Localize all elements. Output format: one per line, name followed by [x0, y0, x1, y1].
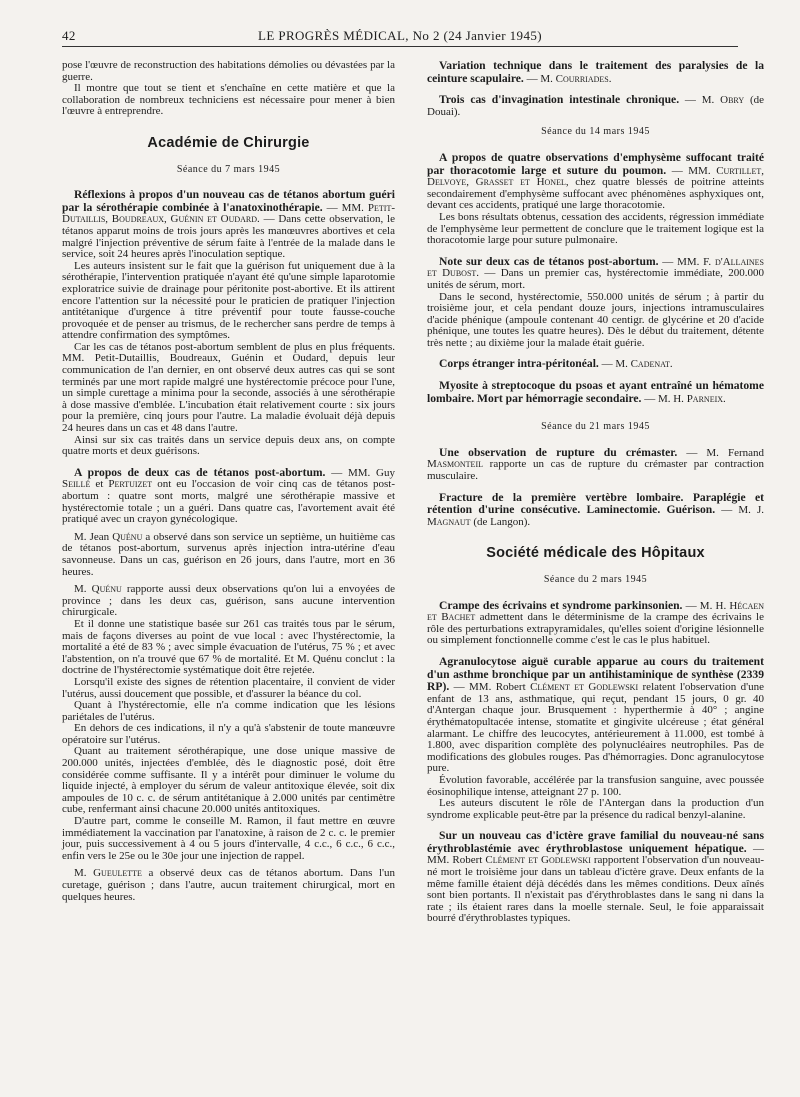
article-title: Corps étranger intra-péritonéal.	[439, 357, 599, 371]
article-paragraph: Une observation de rupture du crémaster. — M. Fernand Masmonteil rapporte un cas de rupture du crémaster par contraction musculaire.	[427, 445, 764, 483]
article	[427, 152, 764, 247]
right-column	[427, 60, 764, 925]
article-title: Variation technique dans le traitement des paralysies de la ceinture scapulaire.	[427, 59, 764, 85]
article-authors: Petit-Dutaillis, Boudreaux, Guénin et Oudard.	[62, 201, 396, 226]
article	[62, 467, 395, 903]
article-title: A propos de quatre observations d'emphysème suffocant traité par thoracotomie large et suture du poumon.	[427, 150, 764, 177]
left-column	[62, 60, 395, 903]
article	[427, 94, 764, 118]
article-paragraph: A propos de quatre observations d'emphysème suffocant traité par thoracotomie large et suture du poumon. — MM. Curtillet, Delvoye, Grasset et Honel, chez quatre blessés de poitrine atteints secondairement d'emphysème suffocant avec phénomènes asphyxiques ont, devant ces accidents, pratiqué une large thoracotomie.	[427, 150, 765, 212]
article-authors: Courriades.	[555, 72, 612, 85]
session-date: Séance du 2 mars 1945	[543, 574, 648, 585]
article-paragraph: D'autre part, comme le conseille M. Ramon, il faut mettre en œuvre immédiatement la vaccination par l'anatoxine, à raison de 2 c. c. le premier jour, puis successivement à 4 ou 5 jours d'intervalle, 4 c.c., 6 c.c., 6 c.c., enfin vers le 25e ou le 30e jour une injection de rappel.	[62, 815, 395, 862]
article-title: Sur un nouveau cas d'ictère grave familial du nouveau-né sans érythroblastémie avec érythroblastose uniquement hépatique.	[427, 829, 764, 855]
article-paragraph: Sur un nouveau cas d'ictère grave familial du nouveau-né sans érythroblastémie avec érythroblastose uniquement hépatique. — MM. Robert Clément et Godlewski rapportent l'observation d'un nouveau-né mort le troisième jour dans un tableau d'ictère grave. Deux enfants de la même famille étaient déjà décédés dans les mêmes conditions. Deux aînés sont bien portants. Il n'existait pas d'érythroblastes dans le sang ni dans la rate ; ils étaient rares dans la moelle sternale. Seul, le foie apparaissait bourré d'érythroblastes typiques.	[427, 829, 764, 925]
society-heading: Académie de Chirurgie	[147, 134, 310, 151]
article-paragraph: Crampe des écrivains et syndrome parkinsonien. — M. H. Hécaen et Bachet admettent dans le déterminisme de la crampe des écrivains le rôle des perturbations extrapyramidales, qu'elles soient d'origine lésionnelle ou simplement fonctionnelle comme c'est le cas le plus habituel.	[427, 598, 765, 647]
article-paragraph: Corps étranger intra-péritonéal. — M. Cadenat.	[439, 357, 673, 371]
article-paragraph: M. Jean Quénu a observé dans son service un septième, un huitième cas de tétanos post-abortum, survenus après injection intra-utérine d'eau savonneuse. Dans un cas, guérison en 26 jours, dans l'autre, mort en 36 heures.	[62, 530, 396, 578]
article-paragraph: Évolution favorable, accélérée par la transfusion sanguine, avec poussée éosinophilique intense, atteignant 27 p. 100.	[427, 773, 764, 798]
article-paragraph: M. Quénu rapporte aussi deux observations qu'on lui a envoyées de province ; dans les deux cas, guérison, sans aucune intervention chirurgicale.	[62, 583, 396, 619]
article-paragraph: Note sur deux cas de tétanos post-abortum. — MM. F. d'Allaines et Dubost. — Dans un premier cas, hystérectomie immédiate, 200.000 unités de sérum, mort.	[427, 254, 765, 291]
session-date: Séance du 14 mars 1945	[541, 126, 650, 138]
article	[427, 600, 764, 647]
article-paragraph: Réflexions à propos d'un nouveau cas de tétanos abortum guéri par la sérothérapie combinée à l'anatoxinothérapie. — MM. Petit-Dutaillis, Boudreaux, Guénin et Oudard. — Dans cette observation, le tétanos apparut moins de trois jours après les manœuvres abortives et cela malgré l'injection préventive de sérum faite à l'entrée de la malade dans le service, soit 24 heures après l'inoculation septique.	[62, 188, 396, 261]
article-authors: Parneix.	[686, 392, 726, 405]
article	[427, 256, 764, 350]
article-paragraph: Trois cas d'invagination intestinale chronique. — M. Obry (de Douai).	[427, 93, 764, 118]
article-paragraph: Quant au traitement sérothérapique, une dose unique massive de 200.000 unités, injectées d'emblée, dès le diagnostic posé, doit être considérée comme suffisante. Il y a intérêt pour diminuer le volume du liquide injecté, à employer du sérum de valeur antitoxique élevée, soit dix ampoules de 10 c. c. de sérum antitétanique à 2.000 unités par centimètre cube, renfermant ainsi chacune 20.000 unités antitoxiques.	[62, 745, 395, 816]
article-authors: Pertuizet	[108, 478, 153, 491]
article	[427, 492, 764, 529]
article	[427, 60, 764, 85]
article-title: Agranulocytose aiguë curable apparue au cours du traitement d'un asthme bronchique par un antihistaminique de synthèse (2339 RP).	[427, 654, 764, 694]
page-number: 42	[62, 28, 76, 43]
article-authors: Cadenat.	[630, 358, 673, 371]
article-paragraph: Fracture de la première vertèbre lombaire. Paraplégie et rétention d'urine consécutive. Laminectomie. Guérison. — M. J. Magnaut (de Langon).	[427, 490, 764, 528]
article	[427, 830, 764, 925]
intro-paragraph: pose l'œuvre de reconstruction des habitations démolies ou dévastées par la guerre.	[62, 59, 395, 83]
author-name: Quénu	[112, 530, 143, 543]
page-header	[62, 26, 738, 47]
article-title: A propos de deux cas de tétanos post-abortum.	[74, 465, 326, 479]
article	[62, 189, 395, 458]
article-paragraph: En dehors de ces indications, il n'y a qu'à s'abstenir de toute manœuvre opératoire sur l'utérus.	[62, 722, 395, 746]
article-paragraph: Quant à l'hystérectomie, elle n'a comme indication que les lésions pariétales de l'utérus.	[62, 699, 395, 723]
article-title: Note sur deux cas de tétanos post-abortum.	[439, 254, 659, 268]
society-heading: Société médicale des Hôpitaux	[486, 545, 705, 562]
article-paragraph: Les auteurs discutent le rôle de l'Antergan dans la production d'un syndrome explicable peut-être par la présence du radical benzyl-alanine.	[427, 797, 764, 821]
article-paragraph: Ainsi sur six cas traités dans un service depuis deux ans, on compte quatre morts et deux guérisons.	[62, 433, 395, 458]
article-title: Fracture de la première vertèbre lombaire. Paraplégie et rétention d'urine consécutive. Laminectomie. Guérison.	[427, 490, 764, 517]
journal-title: LE PROGRÈS MÉDICAL, No 2 (24 Janvier 1945)	[257, 28, 542, 43]
article-authors: Clément et Godlewski	[485, 854, 591, 867]
article-paragraph: Et il donne une statistique basée sur 261 cas traités tous par le sérum, mais de façons diverses au point de vue local : avec l'hystérectomie, la mortalité a été de 83 % ; avec simple évacuation de l'utérus, 75 % ; et avec l'abstention, on n'a trouvé que 67 % de mortalité. Et M. Quénu conclut : la doctrine de l'hystérectomie systématique doit être rejetée.	[62, 617, 395, 677]
article-authors: Obry	[720, 94, 745, 107]
article-title: Une observation de rupture du crémaster.	[439, 445, 678, 459]
article	[427, 380, 764, 405]
article-authors: Magnaut	[427, 515, 471, 528]
article-title: Crampe des écrivains et syndrome parkinsonien.	[439, 598, 683, 612]
article-paragraph: M. Gueulette a observé deux cas de tétanos abortum. Dans l'un curetage, guérison ; dans l'autre, aucun traitement chirurgical, mort en quelques heures.	[62, 867, 395, 903]
session-date: Séance du 7 mars 1945	[176, 163, 281, 175]
article-paragraph: Lorsqu'il existe des signes de rétention placentaire, il convient de vider l'utérus, aussi doucement que possible, et d'assurer la béance du col.	[62, 675, 395, 700]
article-paragraph: Agranulocytose aiguë curable apparue au cours du traitement d'un asthme bronchique par un antihistaminique de synthèse (2339 RP). — MM. Robert Clément et Godlewski relatent l'observation d'une enfant de 13 ans, asthmatique, qui reçut, pendant 15 jours, 0 gr. 40 d'Antergan chaque jour. Brusquement : hyperthermie à 40° ; angine érythématopultacée intense, stomatite et gingivite ulcéreuse ; état général alarmant. Le chiffre des leucocytes, antérieurement à 11.000, est tombé à 1.800, avec disparition complète des polynucléaires neutrophiles. Pas de modifications des globules rouges. Pas d'hémorragies. Donc agranulocytose pure.	[427, 654, 765, 775]
article-paragraph: Myosite à streptocoque du psoas et ayant entraîné un hématome lombaire. Mort par hémorragie secondaire. — M. H. Parneix.	[427, 379, 764, 405]
article-authors: Masmonteil	[427, 458, 483, 471]
article-paragraph: Les auteurs insistent sur le fait que la guérison fut uniquement due à la sérothérapie, l'intervention pratiquée n'ayant été qu'une simple laparotomie exploratrice suivie de drainage pour péritonite post-abortive. Et ils attirent encore l'attention sur la nécessité pour le praticien de pratiquer l'injection antitétanique d'urgence à titre préventif pour toute fausse-couche provoquée et de penser au trismus, de le rechercher sans perdre de temps à attendre confirmation des symptômes.	[62, 259, 395, 342]
article	[427, 447, 764, 483]
article-title: Trois cas d'invagination intestinale chronique.	[439, 93, 680, 107]
author-name: Gueulette	[93, 867, 142, 880]
article-authors: Seillé	[62, 478, 91, 491]
article	[427, 358, 764, 371]
author-name: Quénu	[91, 583, 122, 596]
article-paragraph: Variation technique dans le traitement des paralysies de la ceinture scapulaire. — M. Courriades.	[427, 59, 764, 85]
article-paragraph: A propos de deux cas de tétanos post-abortum. — MM. Guy Seillé et Pertuizet ont eu l'occasion de voir cinq cas de tétanos post-abortum : quatre sont morts, malgré une sérothérapie massive et hystérectomie totale ; un a guéri. Dans quatre cas, l'avortement avait été pratiqué avec un crayon gynécologique.	[62, 465, 395, 526]
article-authors: Hécaen et Bachet	[427, 599, 765, 624]
article-authors: Curtillet, Delvoye, Grasset et Honel,	[427, 164, 765, 189]
article-paragraph: Les bons résultats obtenus, cessation des accidents, régression immédiate de l'emphysème leur permettent de conclure que le traitement logique est la thoracotomie large pour suture pulmonaire.	[427, 210, 764, 247]
session-date: Séance du 21 mars 1945	[541, 421, 650, 433]
article	[427, 656, 764, 821]
article-paragraph: Car les cas de tétanos post-abortum semblent de plus en plus fréquents. MM. Petit-Dutaillis, Boudreaux, Guénin et Oudard, depuis leur communication de l'an dernier, en ont observé deux autres cas qui se sont terminés par une mort rapide malgré une hystérectomie précoce pour l'une, un simple curettage a minima pour la seconde, associés à une sérothérapie à dose massive d'emblée. L'incubation était relativement courte : six jours pour la première, cinq jours pour l'autre. La maladie évoluait déjà depuis 24 heures dans un cas et 48 dans l'autre.	[62, 340, 395, 435]
article-title: Myosite à streptocoque du psoas et ayant entraîné un hématome lombaire. Mort par hémorragie secondaire.	[427, 379, 764, 405]
intro-paragraph: Il montre que tout se tient et s'enchaîne en cette matière et que la collaboration de nombreux techniciens est nécessaire pour mener à bien l'œuvre à entreprendre.	[62, 82, 395, 118]
article-authors: d'Allaines et Dubost.	[427, 255, 764, 280]
article-authors: Clément et Godlewski	[530, 681, 639, 694]
article-paragraph: Dans le second, hystérectomie, 550.000 unités de sérum ; à partir du troisième jour, et cela pendant douze jours, injections intramusculaires d'acide phénique (ampoule contenant 40 centigr. de glycérine et 20 d'acide phénique, une toutes les quatre heures). Dès le début du traitement, détente très nette ; au dixième jour la malade était guérie.	[427, 290, 764, 349]
article-title: Réflexions à propos d'un nouveau cas de tétanos abortum guéri par la sérothérapie combinée à l'anatoxinothérapie.	[62, 188, 395, 214]
